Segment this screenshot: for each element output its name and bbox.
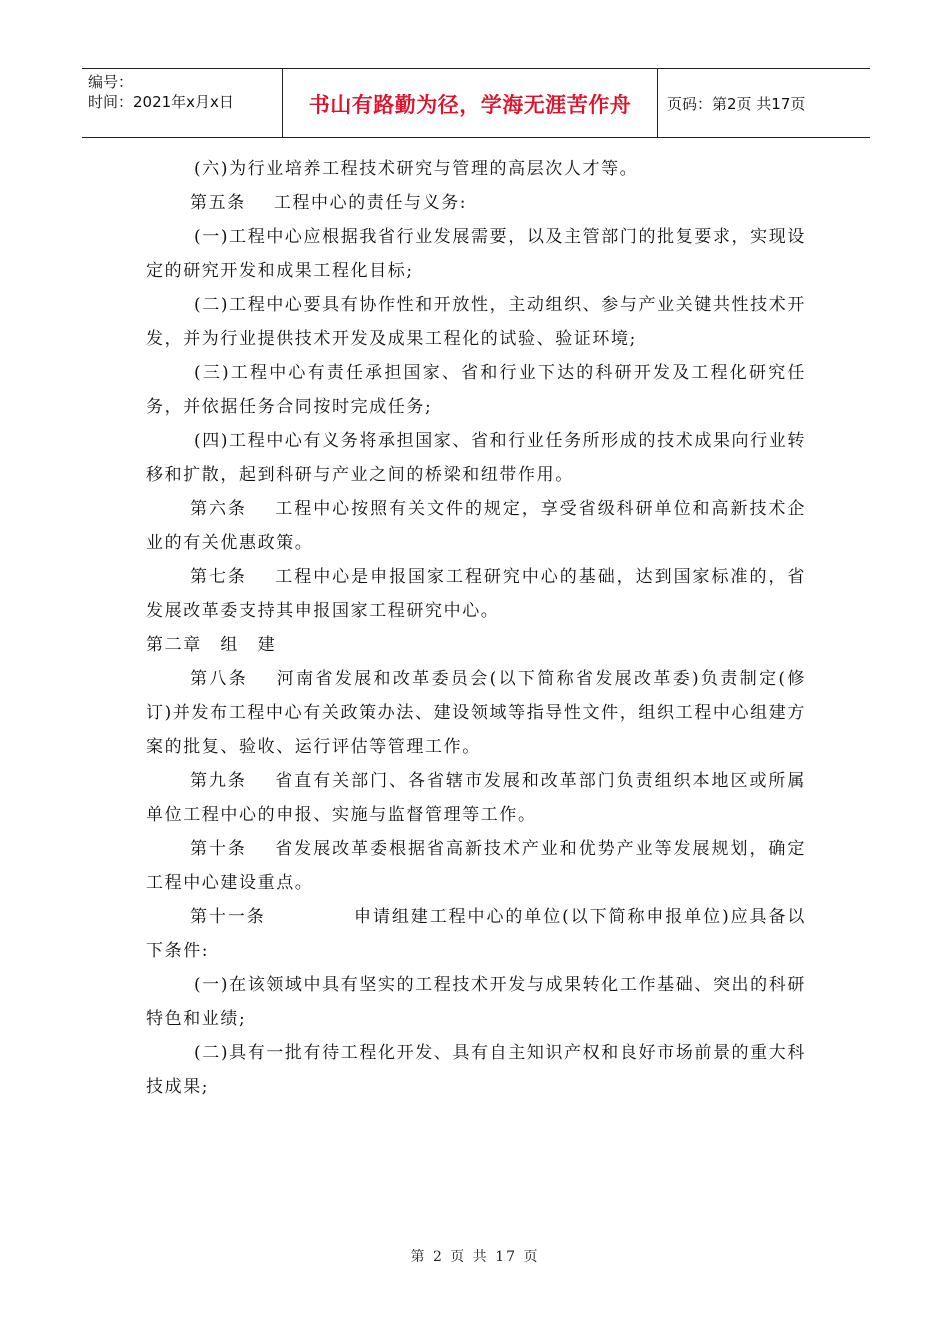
paragraph-text: (三)工程中心有责任承担国家、省和行业下达的科研开发及工程化研究任务，并依据任务合同按时完成任务; — [146, 363, 806, 417]
article-number: 第六条 — [190, 499, 247, 519]
header-center-cell — [283, 69, 658, 137]
paragraph — [146, 1036, 806, 1104]
page-label: 页码：第2页 共17页 — [667, 95, 806, 113]
paragraph — [146, 288, 806, 356]
article-number: 第五条 — [190, 193, 246, 213]
time-label: 时间：2021年x月x日 — [88, 93, 234, 111]
paragraph — [146, 152, 806, 186]
paragraph-text: 工程中心是申报国家工程研究中心的基础，达到国家标准的，省发展改革委支持其申报国家工程研究中心。 — [146, 567, 806, 621]
article-number: 第七条 — [190, 567, 247, 587]
paragraph — [146, 356, 806, 424]
paragraph-text: (一)工程中心应根据我省行业发展需要，以及主管部门的批复要求，实现设定的研究开发和成果工程化目标; — [146, 227, 806, 281]
header-table — [82, 68, 870, 138]
paragraph — [146, 492, 806, 560]
paragraph — [146, 220, 806, 288]
number-label: 编号： — [88, 73, 134, 91]
paragraph — [146, 424, 806, 492]
paragraph — [146, 832, 806, 900]
paragraph-text: 省直有关部门、各省辖市发展和改革部门负责组织本地区或所属单位工程中心的申报、实施与监督管理等工作。 — [146, 771, 806, 825]
paragraph — [146, 900, 806, 968]
page-footer: 第 2 页 共 17 页 — [410, 1249, 540, 1265]
article-number: 第十一条 — [190, 907, 266, 927]
paragraph — [146, 560, 806, 628]
chapter-title: 第二章 组 建 — [146, 635, 277, 655]
article-number: 第九条 — [190, 771, 247, 791]
paragraph-text: (二)工程中心要具有协作性和开放性，主动组织、参与产业关键共性技术开发，并为行业提供技术开发及成果工程化的试验、验证环境; — [146, 295, 806, 349]
document-body — [146, 152, 806, 1104]
paragraph-text: 工程中心的责任与义务: — [273, 193, 468, 213]
motto: 书山有路勤为径，学海无涯苦作舟 — [308, 93, 632, 117]
paragraph-text: (四)工程中心有义务将承担国家、省和行业任务所形成的技术成果向行业转移和扩散，起到科研与产业之间的桥梁和纽带作用。 — [146, 431, 806, 485]
article-number: 第十条 — [190, 839, 247, 859]
paragraph — [146, 662, 806, 764]
paragraph-text: 省发展改革委根据省高新技术产业和优势产业等发展规划，确定工程中心建设重点。 — [146, 839, 806, 893]
header-right-cell — [659, 69, 870, 137]
paragraph — [146, 968, 806, 1036]
chapter-heading — [146, 628, 806, 662]
paragraph — [146, 186, 806, 220]
header-left-cell — [82, 69, 283, 137]
paragraph-text: (二)具有一批有待工程化开发、具有自主知识产权和良好市场前景的重大科技成果; — [146, 1043, 806, 1097]
article-number: 第八条 — [190, 669, 249, 689]
paragraph-text: (六)为行业培养工程技术研究与管理的高层次人才等。 — [194, 159, 639, 179]
paragraph-text: (一)在该领域中具有坚实的工程技术开发与成果转化工作基础、突出的科研特色和业绩; — [146, 975, 806, 1029]
paragraph-text: 河南省发展和改革委员会(以下简称省发展改革委)负责制定(修订)并发布工程中心有关政策办法、建设领域等指导性文件，组织工程中心组建方案的批复、验收、运行评估等管理工作。 — [146, 669, 806, 757]
paragraph-text: 工程中心按照有关文件的规定，享受省级科研单位和高新技术企业的有关优惠政策。 — [146, 499, 806, 553]
paragraph — [146, 764, 806, 832]
paragraph-text: 申请组建工程中心的单位(以下简称申报单位)应具备以下条件: — [146, 907, 806, 961]
